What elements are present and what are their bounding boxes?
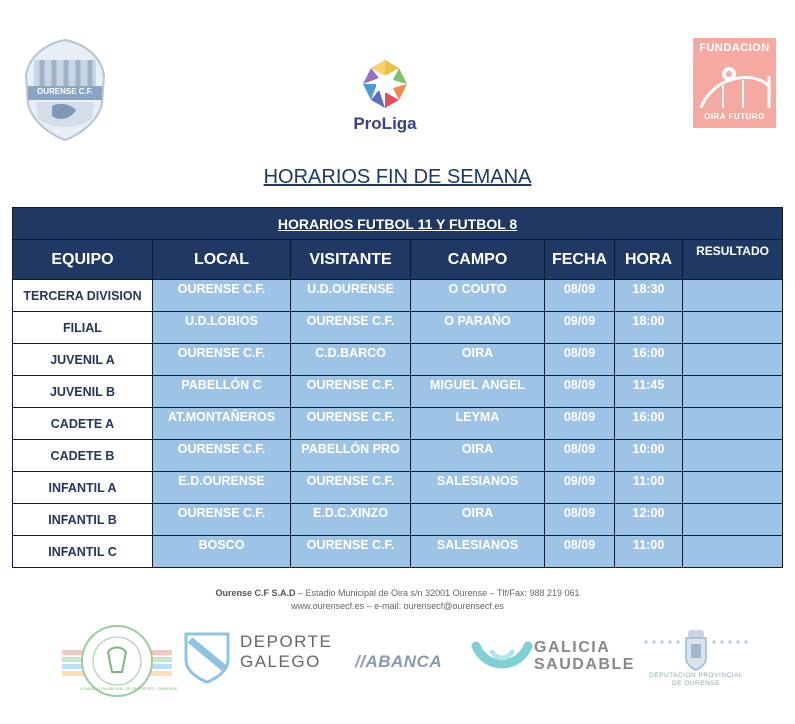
- fundacion-top-label: FUNDACION: [699, 42, 770, 54]
- table-header-row: [13, 240, 783, 280]
- table-row: [13, 280, 783, 312]
- cell-local: OURENSE C.F.: [153, 504, 291, 536]
- cell-equipo: INFANTIL A: [13, 472, 153, 504]
- cell-resultado: [683, 536, 783, 568]
- cell-fecha: 08/09: [545, 280, 615, 312]
- footer-org: Ourense C.F S.A.D: [215, 588, 296, 598]
- cell-equipo: INFANTIL B: [13, 504, 153, 536]
- cell-local: OURENSE C.F.: [153, 344, 291, 376]
- column-header-visitante: VISITANTE: [291, 240, 411, 280]
- table-caption-row: [13, 208, 783, 240]
- cell-visitante: PABELLÓN PRO: [291, 440, 411, 472]
- galicia-label-1: GALICIA: [534, 639, 611, 656]
- cell-resultado: [683, 408, 783, 440]
- cell-local: PABELLÓN C: [153, 376, 291, 408]
- cell-campo: OIRA: [411, 504, 545, 536]
- cell-hora: 11:00: [615, 536, 683, 568]
- column-header-hora: HORA: [615, 240, 683, 280]
- footer-contact-line: www.ourensecf.es – e-mail: ourensecf@ourensecf.es: [291, 601, 504, 611]
- cell-fecha: 09/09: [545, 312, 615, 344]
- column-header-campo: CAMPO: [411, 240, 545, 280]
- cell-hora: 11:45: [615, 376, 683, 408]
- cell-visitante: OURENSE C.F.: [291, 536, 411, 568]
- cell-fecha: 08/09: [545, 344, 615, 376]
- cell-local: OURENSE C.F.: [153, 280, 291, 312]
- cell-equipo: JUVENIL A: [13, 344, 153, 376]
- cell-fecha: 08/09: [545, 536, 615, 568]
- footer-address-line: [0, 588, 795, 598]
- cell-visitante: OURENSE C.F.: [291, 312, 411, 344]
- consello-deportes-logo: [62, 624, 178, 698]
- cell-equipo: JUVENIL B: [13, 376, 153, 408]
- cell-campo: SALESIANOS: [411, 536, 545, 568]
- proliga-logo: [340, 56, 430, 136]
- table-row: [13, 344, 783, 376]
- galicia-saudable-logo: [472, 636, 635, 678]
- cell-equipo: TERCERA DIVISION: [13, 280, 153, 312]
- cell-resultado: [683, 504, 783, 536]
- cell-fecha: 08/09: [545, 440, 615, 472]
- cell-campo: O PARAÑO: [411, 312, 545, 344]
- proliga-label: ProLiga: [353, 114, 417, 133]
- cell-hora: 18:30: [615, 280, 683, 312]
- abanca-logo: //ABANCA: [355, 652, 443, 671]
- column-header-equipo: EQUIPO: [13, 240, 153, 280]
- cell-fecha: 08/09: [545, 504, 615, 536]
- fundacion-logo: [693, 38, 776, 128]
- cell-resultado: [683, 312, 783, 344]
- cell-equipo: CADETE B: [13, 440, 153, 472]
- deporte-label-2: GALEGO: [240, 652, 321, 671]
- cell-campo: LEYMA: [411, 408, 545, 440]
- cell-campo: OIRA: [411, 344, 545, 376]
- column-header-local: LOCAL: [153, 240, 291, 280]
- table-row: [13, 408, 783, 440]
- cell-local: U.D.LOBIOS: [153, 312, 291, 344]
- club-name: OURENSE C.F.: [36, 87, 93, 96]
- cell-hora: 12:00: [615, 504, 683, 536]
- cell-local: E.D.OURENSE: [153, 472, 291, 504]
- table-caption: HORARIOS FUTBOL 11 Y FUTBOL 8: [13, 208, 783, 240]
- cell-resultado: [683, 440, 783, 472]
- table-row: [13, 312, 783, 344]
- column-header-resultado: RESULTADO: [683, 240, 783, 280]
- cell-equipo: INFANTIL C: [13, 536, 153, 568]
- cell-hora: 16:00: [615, 408, 683, 440]
- cell-hora: 11:00: [615, 472, 683, 504]
- page-title: HORARIOS FIN DE SEMANA: [263, 166, 532, 188]
- cell-visitante: OURENSE C.F.: [291, 472, 411, 504]
- footer-address: – Estadio Municipal de Oira s/n 32001 Ourense – Tlf/Fax: 988 219 061: [295, 588, 580, 598]
- cell-visitante: U.D.OURENSE: [291, 280, 411, 312]
- cell-resultado: [683, 344, 783, 376]
- cell-campo: O COUTO: [411, 280, 545, 312]
- galicia-label-2: SAUDABLE: [534, 656, 635, 673]
- table-body: [13, 280, 783, 568]
- cell-campo: SALESIANOS: [411, 472, 545, 504]
- cell-campo: OIRA: [411, 440, 545, 472]
- cell-visitante: C.D.BARCO: [291, 344, 411, 376]
- consello-label: CONSELLO MUNICIPAL DE DEPORTES · OURENSE: [80, 686, 178, 691]
- table-row: [13, 536, 783, 568]
- diputacion-label-2: DE OURENSE: [672, 680, 720, 687]
- cell-resultado: [683, 376, 783, 408]
- cell-hora: 10:00: [615, 440, 683, 472]
- cell-hora: 18:00: [615, 312, 683, 344]
- diputacion-logo: [636, 626, 756, 692]
- cell-fecha: 08/09: [545, 376, 615, 408]
- cell-local: OURENSE C.F.: [153, 440, 291, 472]
- diputacion-label-1: DEPUTACIÓN PROVINCIAL: [649, 672, 743, 679]
- cell-visitante: OURENSE C.F.: [291, 376, 411, 408]
- table-row: [13, 504, 783, 536]
- cell-local: BOSCO: [153, 536, 291, 568]
- table-row: [13, 472, 783, 504]
- fundacion-bottom-label: OIRA FUTURO: [704, 112, 765, 121]
- cell-campo: MIGUEL ANGEL: [411, 376, 545, 408]
- club-crest-logo: [22, 36, 108, 144]
- cell-equipo: CADETE A: [13, 408, 153, 440]
- cell-equipo: FILIAL: [13, 312, 153, 344]
- cell-local: AT.MONTAÑEROS: [153, 408, 291, 440]
- cell-visitante: E.D.C.XINZO: [291, 504, 411, 536]
- deporte-label-1: DEPORTE: [240, 632, 333, 651]
- column-header-fecha: FECHA: [545, 240, 615, 280]
- cell-resultado: [683, 280, 783, 312]
- cell-fecha: 09/09: [545, 472, 615, 504]
- deporte-galego-logo: [182, 628, 334, 684]
- cell-fecha: 08/09: [545, 408, 615, 440]
- table-row: [13, 376, 783, 408]
- table-row: [13, 440, 783, 472]
- cell-visitante: OURENSE C.F.: [291, 408, 411, 440]
- cell-resultado: [683, 472, 783, 504]
- cell-hora: 16:00: [615, 344, 683, 376]
- schedule-table: [12, 207, 783, 568]
